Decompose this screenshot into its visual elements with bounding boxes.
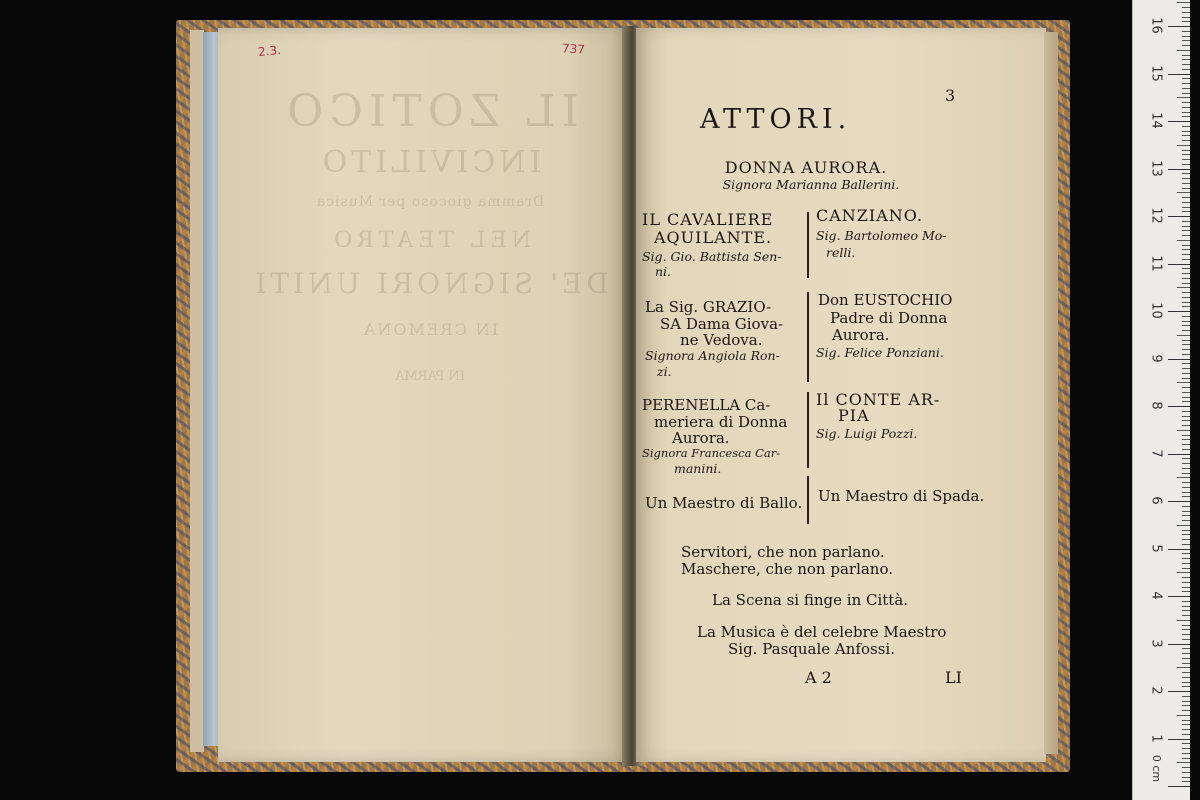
role-name: Padre di Donna: [830, 309, 948, 327]
ruler-tick: [1168, 454, 1190, 455]
ruler-tick: [1182, 112, 1190, 113]
page-number: 3: [945, 86, 956, 105]
ruler-tick: [1182, 159, 1190, 160]
ruler-tick: [1168, 311, 1190, 312]
ruler-tick: [1182, 781, 1190, 782]
ruler-tick: [1182, 45, 1190, 46]
ruler-tick: [1182, 207, 1190, 208]
ruler-tick: [1182, 506, 1190, 507]
ruler-tick: [1177, 145, 1190, 146]
ruler-tick: [1182, 321, 1190, 322]
ruler-tick: [1182, 306, 1190, 307]
ruler-tick: [1182, 55, 1190, 56]
ruler-tick: [1182, 235, 1190, 236]
note-line: La Scena si finge in Città.: [712, 591, 909, 609]
ruler-tick: [1168, 406, 1190, 407]
ruler-tick: [1182, 610, 1190, 611]
ruler-tick: [1182, 254, 1190, 255]
ruler-tick: [1182, 492, 1190, 493]
ruler-tick: [1177, 715, 1190, 716]
ruler-tick: [1182, 373, 1190, 374]
ruler-tick: [1182, 31, 1190, 32]
ruler-tick: [1182, 625, 1190, 626]
ruler-tick: [1177, 477, 1190, 478]
ruler-tick: [1182, 686, 1190, 687]
ruler-tick: [1182, 539, 1190, 540]
ruler-tick: [1182, 297, 1190, 298]
ruler-tick: [1182, 202, 1190, 203]
ruler-tick: [1182, 658, 1190, 659]
ruler-label: 16: [1148, 17, 1164, 34]
role-name: meriera di Donna: [654, 413, 788, 431]
ruler-tick: [1182, 473, 1190, 474]
note-line: La Musica è del celebre Maestro: [697, 623, 947, 641]
ruler-tick: [1182, 7, 1190, 8]
ruler-tick: [1182, 606, 1190, 607]
ruler-tick: [1182, 378, 1190, 379]
role-singer: Signora Angiola Ron-: [645, 348, 780, 363]
bleed-through-title: [250, 80, 610, 730]
ruler-label: 2: [1148, 686, 1164, 695]
note-line: Sig. Pasquale Anfossi.: [728, 640, 895, 658]
ruler-tick: [1182, 582, 1190, 583]
ruler-tick: [1168, 739, 1190, 740]
ruler-tick: [1182, 520, 1190, 521]
ruler-tick: [1182, 64, 1190, 65]
ruler-tick: [1168, 644, 1190, 645]
ruler-tick: [1168, 596, 1190, 597]
ruler-tick: [1177, 620, 1190, 621]
ruler-tick: [1182, 558, 1190, 559]
bleed-line: IN PARMA: [394, 369, 466, 384]
ruler-tick: [1182, 458, 1190, 459]
ruler-tick: [1182, 392, 1190, 393]
ruler-tick: [1182, 245, 1190, 246]
page-heading: ATTORI.: [700, 104, 852, 135]
ruler-tick: [1182, 663, 1190, 664]
ruler-tick: [1182, 444, 1190, 445]
ruler-tick: [1182, 363, 1190, 364]
ruler-tick: [1182, 188, 1190, 189]
catchword: LI: [945, 668, 962, 687]
ruler-tick: [1182, 344, 1190, 345]
ruler-tick: [1182, 302, 1190, 303]
ruler-tick: [1182, 553, 1190, 554]
ruler-tick: [1182, 425, 1190, 426]
ruler-tick: [1182, 36, 1190, 37]
ruler-tick: [1182, 577, 1190, 578]
column-divider: [807, 476, 809, 524]
ruler-tick: [1177, 2, 1190, 3]
ruler-tick: [1182, 273, 1190, 274]
bleed-line: NEL TEATRO: [329, 228, 531, 253]
role-name: La Sig. GRAZIO-: [645, 298, 772, 316]
role-name: PERENELLA Ca-: [642, 396, 771, 414]
role-name: Aurora.: [832, 326, 890, 344]
ruler-tick: [1182, 178, 1190, 179]
shelfmark-right: 737: [561, 41, 586, 57]
ruler-label: 5: [1148, 543, 1164, 553]
ruler-tick: [1182, 748, 1190, 749]
ruler-tick: [1182, 705, 1190, 706]
ruler-tick: [1177, 667, 1190, 668]
ruler-tick: [1177, 382, 1190, 383]
ruler-tick: [1182, 173, 1190, 174]
ruler-tick: [1182, 496, 1190, 497]
ruler-tick: [1182, 724, 1190, 725]
ruler-tick: [1182, 515, 1190, 516]
ruler-label: 10: [1148, 302, 1164, 319]
ruler-tick: [1182, 772, 1190, 773]
ruler-tick: [1182, 349, 1190, 350]
ruler-tick: [1182, 720, 1190, 721]
ruler-unit-label: 0 cm: [1150, 754, 1164, 783]
bleed-line: IL ZOTICO: [281, 86, 579, 137]
ruler-tick: [1182, 487, 1190, 488]
ruler-tick: [1182, 150, 1190, 151]
ruler-tick: [1182, 401, 1190, 402]
ruler-tick: [1168, 74, 1190, 75]
ruler-tick: [1182, 568, 1190, 569]
ruler-tick: [1182, 416, 1190, 417]
role-singer: manini.: [674, 461, 722, 476]
ruler-tick: [1177, 525, 1190, 526]
role-name: Un Maestro di Spada.: [818, 487, 985, 505]
ruler-tick: [1182, 420, 1190, 421]
role-name: Il CONTE AR-: [816, 390, 941, 409]
ruler-tick: [1182, 278, 1190, 279]
ruler-tick: [1182, 17, 1190, 18]
ruler-tick: [1182, 126, 1190, 127]
ruler-tick: [1182, 154, 1190, 155]
ruler-tick: [1182, 777, 1190, 778]
role-singer: Sig. Luigi Pozzi.: [816, 426, 918, 441]
ruler-tick: [1182, 69, 1190, 70]
role-name: Un Maestro di Ballo.: [645, 494, 803, 512]
ruler-label: 11: [1148, 254, 1164, 272]
ruler-tick: [1182, 544, 1190, 545]
role-name: Don EUSTOCHIO: [818, 291, 953, 309]
ruler-tick: [1182, 197, 1190, 198]
bleed-line: IN CREMONA: [361, 320, 499, 339]
note-line: Maschere, che non parlano.: [681, 560, 893, 578]
ruler-label: 15: [1148, 64, 1164, 82]
ruler-tick: [1182, 449, 1190, 450]
role-singer: relli.: [826, 245, 856, 260]
role-name: PIA: [838, 406, 870, 425]
ruler-tick: [1182, 340, 1190, 341]
ruler-tick: [1182, 753, 1190, 754]
ruler-label: 4: [1148, 591, 1164, 600]
ruler-tick: [1182, 88, 1190, 89]
ruler-tick: [1182, 439, 1190, 440]
ruler-tick: [1182, 249, 1190, 250]
shelfmark-left: 2.3.: [257, 42, 282, 60]
ruler-tick: [1182, 325, 1190, 326]
ruler-tick: [1182, 563, 1190, 564]
column-divider: [807, 212, 809, 278]
ruler-tick: [1182, 387, 1190, 388]
ruler-tick: [1182, 183, 1190, 184]
ruler-tick: [1182, 677, 1190, 678]
ruler-tick: [1177, 572, 1190, 573]
role-singer: Signora Francesca Car-: [642, 446, 781, 460]
ruler-tick: [1182, 629, 1190, 630]
ruler-tick: [1168, 786, 1190, 787]
ruler-tick: [1182, 292, 1190, 293]
ruler-tick: [1177, 240, 1190, 241]
ruler-tick: [1177, 97, 1190, 98]
ruler-tick: [1182, 634, 1190, 635]
page-edges: [1044, 32, 1058, 754]
ruler-tick: [1182, 468, 1190, 469]
ruler-tick: [1182, 354, 1190, 355]
ruler-tick: [1182, 164, 1190, 165]
ruler-tick: [1182, 259, 1190, 260]
ruler-tick: [1182, 530, 1190, 531]
ruler-label: 12: [1148, 207, 1164, 224]
role-name: AQUILANTE.: [654, 228, 773, 247]
ruler-tick: [1182, 268, 1190, 269]
ruler-tick: [1168, 264, 1190, 265]
note-line: Servitori, che non parlano.: [681, 543, 885, 561]
bleed-line: Dramma giocoso per Musica: [315, 194, 545, 210]
ruler-label: 14: [1148, 112, 1164, 129]
ruler-label: 6: [1148, 496, 1164, 505]
ruler-tick: [1182, 734, 1190, 735]
ruler-tick: [1182, 107, 1190, 108]
ruler-tick: [1182, 729, 1190, 730]
ruler-tick: [1182, 226, 1190, 227]
ruler-tick: [1177, 335, 1190, 336]
ruler-tick: [1177, 192, 1190, 193]
ruler-tick: [1182, 93, 1190, 94]
ruler-tick: [1182, 283, 1190, 284]
ruler-tick: [1182, 672, 1190, 673]
role-name: ne Vedova.: [680, 331, 763, 349]
ruler-tick: [1182, 482, 1190, 483]
ruler-tick: [1182, 40, 1190, 41]
ruler-tick: [1182, 131, 1190, 132]
ruler-tick: [1168, 121, 1190, 122]
ruler-tick: [1168, 169, 1190, 170]
ruler-tick: [1182, 435, 1190, 436]
ruler-tick: [1182, 511, 1190, 512]
ruler-tick: [1182, 639, 1190, 640]
ruler-tick: [1182, 653, 1190, 654]
role-name: Aurora.: [672, 429, 730, 447]
ruler-tick: [1182, 682, 1190, 683]
ruler-tick: [1182, 211, 1190, 212]
ruler-tick: [1182, 701, 1190, 702]
ruler-tick: [1182, 230, 1190, 231]
ruler-tick: [1182, 758, 1190, 759]
ruler-tick: [1182, 767, 1190, 768]
ruler-tick: [1182, 59, 1190, 60]
ruler-label: 1: [1148, 733, 1164, 743]
ruler-tick: [1182, 83, 1190, 84]
bleed-line: INCIVILITO: [318, 145, 542, 180]
ruler-tick: [1182, 615, 1190, 616]
ruler-label: 8: [1148, 401, 1164, 410]
ruler-label: 13: [1148, 159, 1164, 177]
role-name: IL CAVALIERE: [642, 210, 774, 229]
ruler-tick: [1182, 648, 1190, 649]
ruler-tick: [1182, 587, 1190, 588]
measurement-ruler: [1132, 0, 1190, 800]
ruler-tick: [1182, 397, 1190, 398]
ruler-tick: [1168, 501, 1190, 502]
role-name: CANZIANO.: [816, 206, 924, 225]
lead-role-singer: Signora Marianna Ballerini.: [722, 177, 900, 192]
ruler-tick: [1182, 140, 1190, 141]
column-divider: [807, 292, 809, 382]
ruler-tick: [1168, 26, 1190, 27]
ruler-tick: [1182, 534, 1190, 535]
signature-mark: A 2: [805, 668, 832, 687]
ruler-tick: [1168, 359, 1190, 360]
role-singer: Sig. Felice Ponziani.: [816, 345, 944, 360]
ruler-tick: [1182, 78, 1190, 79]
ruler-tick: [1182, 463, 1190, 464]
ruler-label: 9: [1148, 353, 1164, 363]
ruler-tick: [1182, 116, 1190, 117]
ruler-tick: [1182, 368, 1190, 369]
ruler-tick: [1182, 221, 1190, 222]
ruler-tick: [1182, 591, 1190, 592]
ruler-tick: [1182, 696, 1190, 697]
ruler-tick: [1177, 762, 1190, 763]
bleed-line: DE' SIGNORI UNITI: [251, 267, 609, 300]
ruler-tick: [1182, 743, 1190, 744]
ruler-tick: [1177, 430, 1190, 431]
ruler-tick: [1182, 102, 1190, 103]
ruler-tick: [1182, 135, 1190, 136]
ruler-tick: [1182, 411, 1190, 412]
role-singer: Sig. Bartolomeo Mo-: [816, 228, 947, 243]
ruler-label: 3: [1148, 638, 1164, 648]
ruler-tick: [1177, 287, 1190, 288]
ruler-tick: [1168, 691, 1190, 692]
ruler-tick: [1182, 601, 1190, 602]
ruler-tick: [1182, 12, 1190, 13]
lead-role-name: DONNA AURORA.: [724, 158, 888, 177]
ruler-tick: [1182, 316, 1190, 317]
cover-paper-strip: [190, 30, 204, 752]
ruler-tick: [1168, 549, 1190, 550]
column-divider: [807, 392, 809, 468]
ruler-tick: [1177, 50, 1190, 51]
ruler-tick: [1182, 710, 1190, 711]
role-singer: Sig. Gio. Battista Sen-: [642, 249, 782, 264]
role-name: SA Dama Giova-: [660, 315, 784, 333]
ruler-label: 7: [1148, 448, 1164, 458]
ruler-tick: [1168, 216, 1190, 217]
ruler-tick: [1182, 330, 1190, 331]
ruler-tick: [1182, 21, 1190, 22]
role-singer: zi.: [657, 364, 672, 379]
role-singer: ni.: [655, 264, 672, 279]
